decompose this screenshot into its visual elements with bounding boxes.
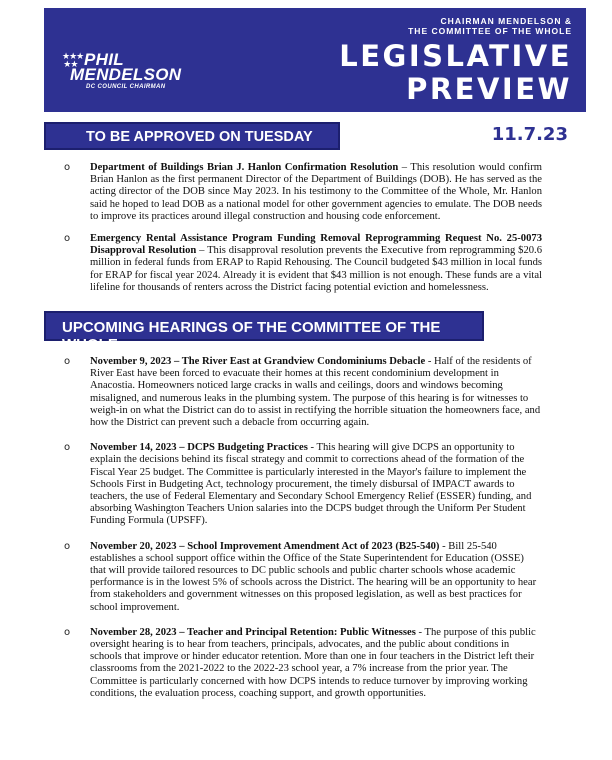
item-title: November 14, 2023 – DCPS Budgeting Practices <box>90 442 308 454</box>
item-paragraph <box>90 442 542 527</box>
item-title: November 9, 2023 – The River East at Grandview Condominiums Debacle <box>90 356 426 367</box>
stars-icon: ★★★ ★★ <box>62 51 84 69</box>
kicker-line-2: THE COMMITTEE OF THE WHOLE <box>408 26 572 36</box>
title-line-1: LEGISLATIVE <box>339 39 572 73</box>
logo-line-2: MENDELSON <box>70 65 182 84</box>
bullet-icon: o <box>64 626 71 638</box>
approval-list <box>0 162 612 304</box>
item-title: November 20, 2023 – School Improvement Amendment Act of 2023 (B25-540) <box>90 540 440 552</box>
list-item <box>0 356 612 429</box>
publication-title-block <box>339 16 572 106</box>
item-body: – This disapproval resolution prevents the Executive from reprogramming $20.6 million in federal funds from ERAP to Rapid Rehousing. The Council budgeted $43 million in local funds for ERAP for fiscal year 2024. Already it is evident that $43 million is not enough. These funds are a vital lifeline for thousands of renters across the District facing potential eviction and homelessness. <box>90 245 542 293</box>
mendelson-logo <box>58 52 181 90</box>
list-item <box>0 162 612 223</box>
bullet-icon: o <box>64 356 71 367</box>
item-body: - This hearing will give DCPS an opportunity to explain the decisions behind its fiscal strategy and commit to corrections ahead of the formation of the Fiscal Year 25 budget. The Committee is particularly interested in the Mayor's failure to implement the Schools First in Budgeting Act, technology procurement, the timely disbursal of IMPACT awards to teachers, the use of Federal Elementary and Secondary School Emergency Relief (ESSER) funding, and absorbing Washington Teachers Union salaries into the DCPS budget through the Uniform Per Student Funding Formula (UPSFF). <box>90 442 532 527</box>
item-body: – This resolution would confirm Brian Hanlon as the first permanent Director of the Department of Buildings (DOB). He has served as the acting director of the DOB since May 2023. In his testimony to the Committee of the Whole, Mr. Hanlon said he hoped to lead DOB as a national model for other government agencies to emulate. The DOB needs to improve its practices around illegal construction and housing code enforcement. <box>90 162 542 222</box>
bullet-icon: o <box>64 540 71 552</box>
item-paragraph <box>90 627 542 700</box>
issue-date: 11.7.23 <box>491 124 568 145</box>
list-item <box>0 442 612 527</box>
item-title: Department of Buildings Brian J. Hanlon Confirmation Resolution <box>90 162 399 173</box>
item-title: November 28, 2023 – Teacher and Principal Retention: Public Witnesses <box>90 626 416 638</box>
bullet-icon: o <box>64 162 71 173</box>
title-line-2: PREVIEW <box>406 72 572 106</box>
item-title: Emergency Rental Assistance Program Funding Removal Reprogramming Request No. 25-0073 Disapproval Resolution <box>90 233 542 257</box>
hearings-list <box>0 356 612 713</box>
item-body: - Bill 25-540 establishes a school support office within the Office of the State Superintendent for Education (OSSE) that will provide tailored resources to DC public schools and public charter schools whose academic performance is in the lowest 5% of schools across the District. The hearing will be an opportunity to hear from stakeholders and government witnesses on this proposed legislation, as well as best practices for school improvement. <box>90 540 537 613</box>
list-item <box>0 541 612 614</box>
section-heading-hearings: UPCOMING HEARINGS OF THE COMMITTEE OF THE WHOLE <box>44 311 484 341</box>
bullet-icon: o <box>64 442 71 454</box>
item-paragraph <box>90 356 542 429</box>
kicker-line-1: CHAIRMAN MENDELSON & <box>440 16 572 26</box>
item-paragraph <box>90 162 542 223</box>
item-body: - The purpose of this public oversight hearing is to hear from teachers, principals, advocates, and the public about conditions in schools that improve or hinder educator retention. More than one in four teachers in the District left their classrooms from the 2021-2022 to the 2022-23 school year, a 7% increase from the prior year. The Committee is particularly concerned with how DCPS intends to reduce turnover by improving working conditions, the evaluation process, coaching support, and growth opportunities. <box>90 626 536 699</box>
header-banner <box>44 8 586 112</box>
list-item <box>0 233 612 294</box>
item-body: - Half of the residents of River East have been forced to evacuate their homes at this recent condominium development in Anacostia. Homeowners noticed large cracks in walls and ceilings, doors and windows becoming misaligned, and numerous leaks in the plumbing system. The purpose of this hearing is for witnesses to weigh-in on what the District can do to assist in rectifying the horrible situation the homeowners face, and how the District can prevent such a debacle from occurring again. <box>90 356 541 429</box>
item-paragraph <box>90 233 542 294</box>
list-item <box>0 627 612 700</box>
item-paragraph <box>90 541 542 614</box>
bullet-icon: o <box>64 233 71 245</box>
logo-line-1: PHIL <box>84 50 124 69</box>
logo-subtitle: DC COUNCIL CHAIRMAN <box>86 84 166 90</box>
section-heading-approval: TO BE APPROVED ON TUESDAY <box>44 122 340 150</box>
